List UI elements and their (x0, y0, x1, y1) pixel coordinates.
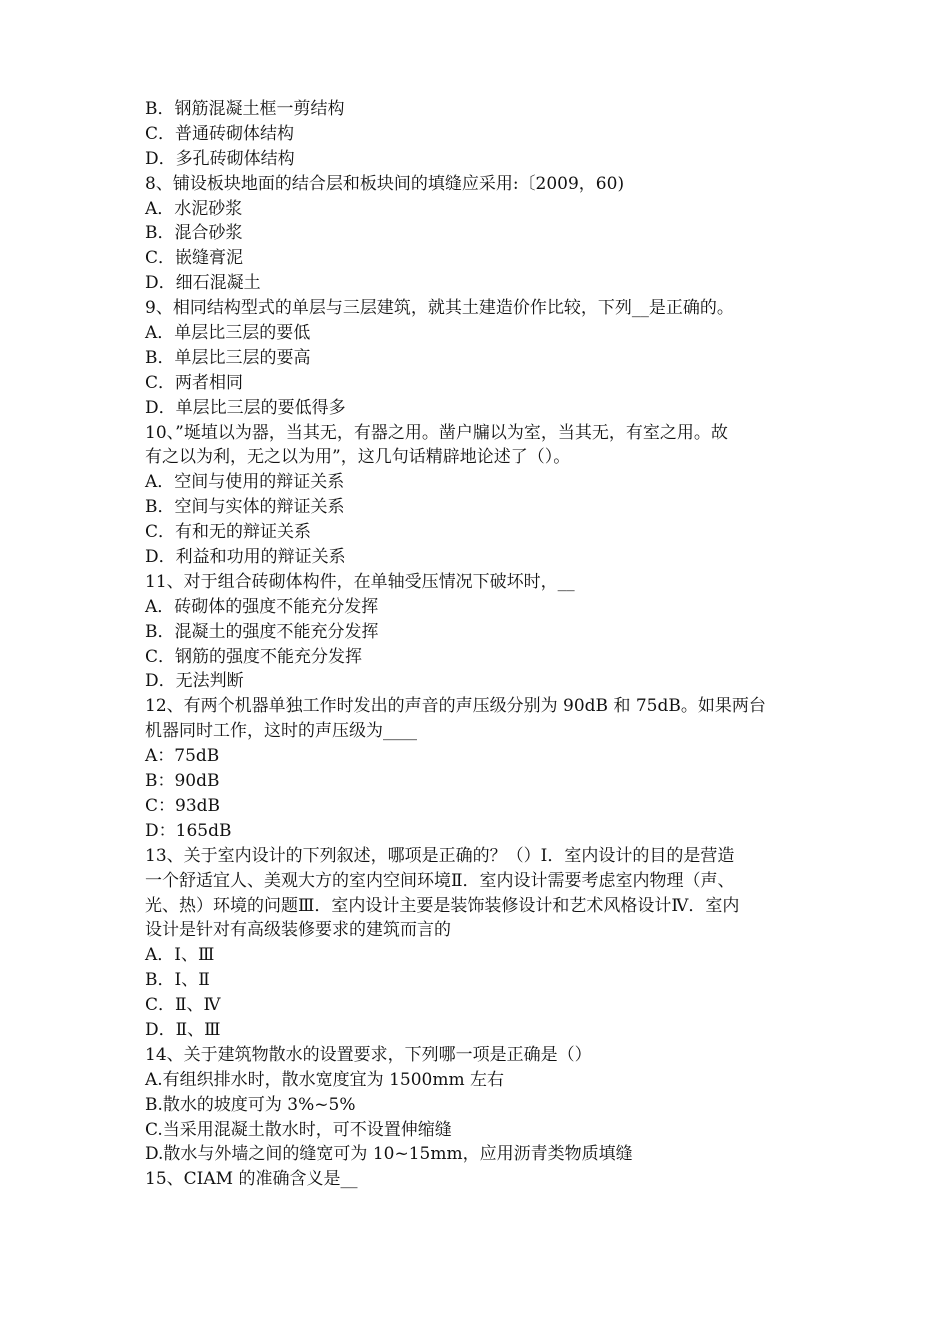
question-12: 12、有两个机器单独工作时发出的声音的声压级分别为 90dB 和 75dB。如果两台 (145, 696, 766, 717)
option-a: A．单层比三层的要低 (145, 323, 311, 344)
question-13-cont: 一个舒适宜人、美观大方的室内空间环境Ⅱ．室内设计需要考虑室内物理（声、 (145, 870, 735, 891)
option-c: C.当采用混凝土散水时，可不设置伸缩缝 (145, 1119, 452, 1140)
option-b: B：90dB (145, 771, 220, 792)
question-10: 10、”埏埴以为器，当其无，有器之用。凿户牖以为室，当其无，有室之用。故 (145, 422, 728, 443)
option-d: D．单层比三层的要低得多 (145, 397, 346, 418)
option-c: C．有和无的辩证关系 (145, 522, 312, 543)
option-c: C．钢筋的强度不能充分发挥 (145, 646, 363, 667)
option-a: A．空间与使用的辩证关系 (145, 472, 345, 493)
option-c: C．两者相同 (145, 372, 244, 393)
option-a: A．水泥砂浆 (145, 198, 243, 219)
option-d: D．Ⅱ、Ⅲ (145, 1019, 221, 1040)
option-a: A：75dB (145, 746, 220, 767)
option-a: A.有组织排水时，散水宽度宜为 1500mm 左右 (145, 1069, 504, 1090)
text-line: D．多孔砖砌体结构 (145, 148, 295, 169)
option-c: C．嵌缝膏泥 (145, 248, 244, 269)
text-line: B．钢筋混凝土框一剪结构 (145, 99, 345, 119)
question-13-cont: 光、热）环境的问题Ⅲ．室内设计主要是装饰装修设计和艺术风格设计Ⅳ．室内 (145, 895, 740, 916)
document-page (145, 97, 825, 1192)
question-11: 11、对于组合砖砌体构件，在单轴受压情况下破坏时，__ (145, 571, 575, 592)
question-13: 13、关于室内设计的下列叙述，哪项是正确的？（）Ⅰ．室内设计的目的是营造 (145, 845, 735, 866)
question-13-cont: 设计是针对有高级装修要求的建筑而言的 (145, 920, 451, 941)
question-10-cont: 有之以为利，无之以为用”，这几句话精辟地论述了（）。 (145, 447, 571, 468)
option-b: B．混合砂浆 (145, 223, 243, 244)
text-line: C．普通砖砌体结构 (145, 123, 295, 144)
option-d: D：165dB (145, 820, 232, 841)
question-9: 9、相同结构型式的单层与三层建筑，就其土建造价作比较，下列__是正确的。 (145, 298, 734, 319)
question-8: 8、铺设板块地面的结合层和板块间的填缝应采用:〔2009，60) (145, 173, 625, 194)
option-a: A．砖砌体的强度不能充分发挥 (145, 596, 379, 617)
option-b: B．混凝土的强度不能充分发挥 (145, 621, 379, 642)
option-d: D．无法判断 (145, 671, 244, 692)
question-15: 15、CIAM 的准确含义是__ (145, 1169, 358, 1190)
option-a: A．Ⅰ、Ⅲ (145, 945, 215, 966)
question-12-cont: 机器同时工作，这时的声压级为____ (145, 721, 417, 742)
option-c: C：93dB (145, 795, 221, 816)
option-b: B．空间与实体的辩证关系 (145, 497, 345, 518)
option-b: B．Ⅰ、Ⅱ (145, 970, 210, 991)
question-14: 14、关于建筑物散水的设置要求，下列哪一项是正确是（） (145, 1044, 592, 1065)
option-b: B.散水的坡度可为 3%~5% (145, 1094, 356, 1115)
option-b: B．单层比三层的要高 (145, 347, 311, 368)
option-d: D．利益和功用的辩证关系 (145, 547, 346, 568)
option-d: D．细石混凝土 (145, 273, 261, 294)
option-d: D.散水与外墙之间的缝宽可为 10~15mm，应用沥青类物质填缝 (145, 1144, 633, 1165)
option-c: C．Ⅱ、Ⅳ (145, 995, 221, 1016)
